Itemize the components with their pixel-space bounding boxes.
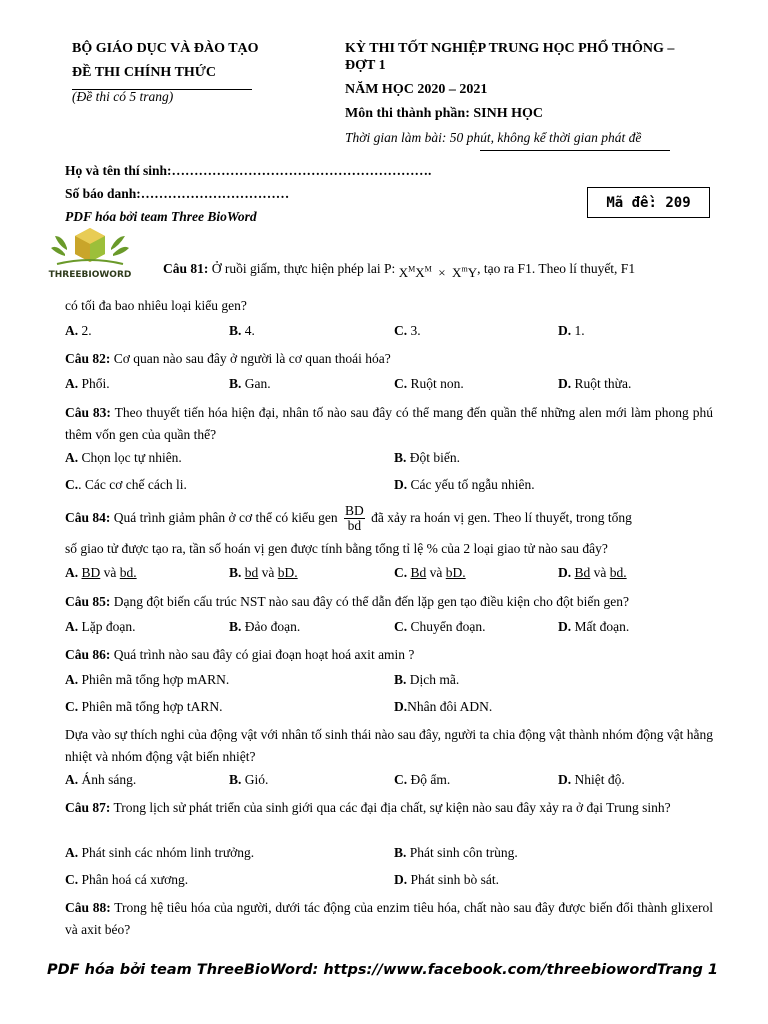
q85-opt-a: A. Lặp đoạn. xyxy=(65,619,136,634)
subject-label: Môn thi thành phần: SINH HỌC xyxy=(345,106,544,121)
q84-opt-d: D. Bd và bd. xyxy=(558,565,627,580)
exam-code-box: Mã đề: 209 xyxy=(587,187,710,218)
credit-line: PDF hóa bởi team Three BioWord xyxy=(65,209,257,224)
q84-opt-a: A. BD và bd. xyxy=(65,565,137,580)
q81-opt-c: C. 3. xyxy=(394,323,421,338)
q87-stem: Câu 87: Trong lịch sử phát triển của sinh giới qua các đại địa chất, sự kiện nào sau đây xảy ra ở đại Trung sinh? xyxy=(65,800,671,815)
threebioword-logo xyxy=(47,226,133,286)
q81-cross-formula: $X^MX^M \times X^mY$ xyxy=(398,264,478,280)
extra-opt-a: A. Ánh sáng. xyxy=(65,772,137,787)
q84-line2: số giao tử được tạo ra, tần số hoán vị gen được tính bằng tổng tỉ lệ % của 2 loại giao tử nào sau đây? xyxy=(65,541,608,556)
q81-opt-b: B. 4. xyxy=(229,323,255,338)
candidate-id-line: Số báo danh:…………………………… xyxy=(65,186,290,201)
q87-opt-a: A. Phát sinh các nhóm linh trưởng. xyxy=(65,845,255,860)
q86-stem: Câu 86: Quá trình nào sau đây có giai đoạn hoạt hoá axit amin ? xyxy=(65,647,415,662)
q83-opt-d: D. Các yếu tố ngẫu nhiên. xyxy=(394,477,535,492)
q84-opt-b: B. bd và bD. xyxy=(229,565,298,580)
q87-opt-c: C. Phân hoá cá xương. xyxy=(65,872,189,887)
exam-time: Thời gian làm bài: 50 phút, không kể thời gian phát đề xyxy=(345,130,642,145)
q85-stem: Câu 85: Dạng đột biến cấu trúc NST nào sau đây có thể dẫn đến lặp gen tạo điều kiện cho đột biến gen? xyxy=(65,594,629,609)
q81-line2: có tối đa bao nhiêu loại kiểu gen? xyxy=(65,298,247,313)
q85-opt-d: D. Mất đoạn. xyxy=(558,619,630,634)
q82-opt-c: C. Ruột non. xyxy=(394,376,464,391)
q82-opt-d: D. Ruột thừa. xyxy=(558,376,632,391)
pages-note: (Đề thi có 5 trang) xyxy=(72,89,174,104)
q81-opt-d: D. 1. xyxy=(558,323,585,338)
q81-line1: Câu 81: Ở ruồi giấm, thực hiện phép lai P: $X^MX^M \times X^mY$, tạo ra F1. Theo lí thuyết, F1 xyxy=(163,261,636,280)
q81-opt-a: A. 2. xyxy=(65,323,92,338)
ministry-title: BỘ GIÁO DỤC VÀ ĐÀO TẠO xyxy=(72,41,259,56)
extra-opt-c: C. Độ ẩm. xyxy=(394,772,451,787)
q86-opt-b: B. Dịch mã. xyxy=(394,672,460,687)
school-year: NĂM HỌC 2020 – 2021 xyxy=(345,82,488,97)
q82-stem: Câu 82: Cơ quan nào sau đây ở người là cơ quan thoái hóa? xyxy=(65,351,391,366)
q88-stem: Câu 88: Trong hệ tiêu hóa của người, dưới tác động của enzim tiêu hóa, chất nào sau đây được biến đổi thành glixerol và axit béo? xyxy=(65,900,713,937)
q84-genotype-fraction: $\frac{BD}{bd}$ xyxy=(344,503,364,534)
q84-line1: Câu 84: Quá trình giảm phân ở cơ thể có kiểu gen $\frac{BD}{bd}$ đã xảy ra hoán vị gen. Theo lí thuyết, trong tổng xyxy=(65,503,632,534)
q85-opt-b: B. Đảo đoạn. xyxy=(229,619,301,634)
q86-opt-c: C. Phiên mã tổng hợp tARN. xyxy=(65,699,223,714)
extra-opt-d: D. Nhiệt độ. xyxy=(558,772,625,787)
q85-opt-c: C. Chuyển đoạn. xyxy=(394,619,486,634)
q87-opt-b: B. Phát sinh côn trùng. xyxy=(394,845,518,860)
logo-text: THREEBIOWORD xyxy=(48,270,132,280)
extra-opt-b: B. Gió. xyxy=(229,772,269,787)
page-footer[interactable]: PDF hóa bởi team ThreeBioWord: https://www.facebook.com/threebiowordTrang 1 xyxy=(47,962,718,978)
q83-opt-b: B. Đột biến. xyxy=(394,450,461,465)
candidate-name-line: Họ và tên thí sinh:…………………………………………………. xyxy=(65,163,432,178)
q84-opt-c: C. Bd và bD. xyxy=(394,565,466,580)
q86-opt-a: A. Phiên mã tổng hợp mARN. xyxy=(65,672,230,687)
q83-stem: Câu 83: Theo thuyết tiến hóa hiện đại, nhân tố nào sau đây có thể mang đến quần thể những alen mới làm phong phú thêm vốn gen của quần thể? xyxy=(65,405,713,442)
q83-opt-c: C.. Các cơ chế cách li. xyxy=(65,477,187,492)
q87-opt-d: D. Phát sinh bò sát. xyxy=(394,872,500,887)
q86-opt-d: D.Nhân đôi ADN. xyxy=(394,699,493,714)
extra-question-stem: Dựa vào sự thích nghi của động vật với nhân tố sinh thái nào sau đây, người ta chia động vật thành nhóm động vật hằng nhiệt và nhóm động vật biến nhiệt? xyxy=(65,727,713,764)
q83-opt-a: A. Chọn lọc tự nhiên. xyxy=(65,450,182,465)
q82-opt-b: B. Gan. xyxy=(229,376,271,391)
q82-opt-a: A. Phổi. xyxy=(65,376,110,391)
header-divider-right xyxy=(480,150,670,151)
exam-title-line2: ĐỢT 1 xyxy=(345,58,386,73)
official-exam-label: ĐỀ THI CHÍNH THỨC xyxy=(72,65,217,80)
exam-title-line1: KỲ THI TỐT NGHIỆP TRUNG HỌC PHỔ THÔNG – xyxy=(345,41,675,56)
